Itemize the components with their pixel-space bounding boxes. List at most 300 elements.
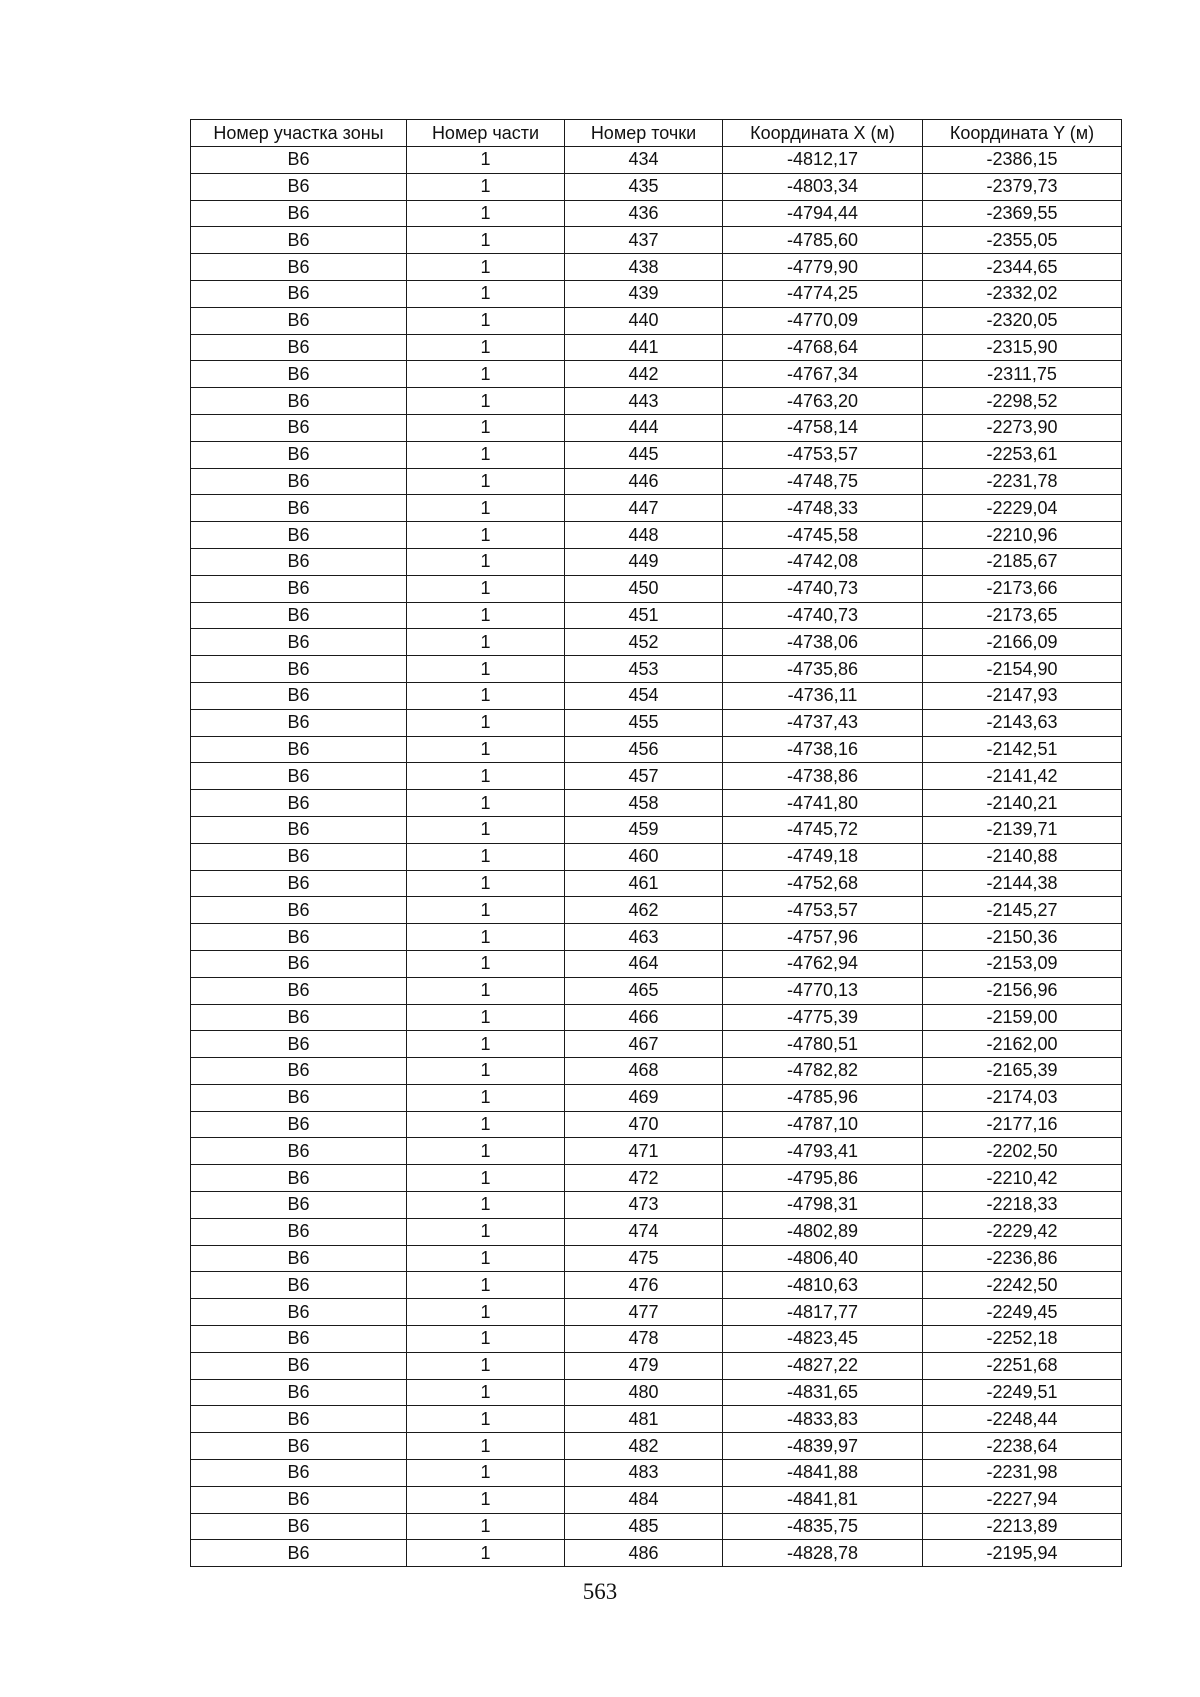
table-row — [191, 548, 1122, 575]
cell-coordinate-y: -2166,09 — [923, 629, 1122, 656]
cell-coordinate-x: -4753,57 — [723, 897, 923, 924]
cell-coordinate-y: -2379,73 — [923, 173, 1122, 200]
cell-part-number: 1 — [407, 1272, 565, 1299]
cell-zone-section: В6 — [191, 254, 407, 281]
cell-zone-section: В6 — [191, 977, 407, 1004]
cell-coordinate-x: -4802,89 — [723, 1218, 923, 1245]
cell-coordinate-y: -2320,05 — [923, 307, 1122, 334]
cell-zone-section: В6 — [191, 441, 407, 468]
cell-coordinate-y: -2177,16 — [923, 1111, 1122, 1138]
cell-zone-section: В6 — [191, 1326, 407, 1353]
table-row — [191, 1245, 1122, 1272]
cell-part-number: 1 — [407, 441, 565, 468]
cell-zone-section: В6 — [191, 200, 407, 227]
cell-coordinate-x: -4737,43 — [723, 709, 923, 736]
cell-part-number: 1 — [407, 1352, 565, 1379]
cell-point-number: 451 — [565, 602, 723, 629]
cell-coordinate-y: -2236,86 — [923, 1245, 1122, 1272]
cell-part-number: 1 — [407, 200, 565, 227]
header-coordinate-y: Координата Y (м) — [923, 120, 1122, 147]
cell-point-number: 485 — [565, 1513, 723, 1540]
cell-coordinate-x: -4753,57 — [723, 441, 923, 468]
cell-part-number: 1 — [407, 1433, 565, 1460]
cell-point-number: 460 — [565, 843, 723, 870]
cell-coordinate-y: -2210,42 — [923, 1165, 1122, 1192]
cell-coordinate-y: -2386,15 — [923, 147, 1122, 174]
cell-point-number: 439 — [565, 280, 723, 307]
cell-coordinate-x: -4768,64 — [723, 334, 923, 361]
cell-part-number: 1 — [407, 1299, 565, 1326]
table-row — [191, 307, 1122, 334]
cell-coordinate-y: -2144,38 — [923, 870, 1122, 897]
cell-point-number: 459 — [565, 816, 723, 843]
cell-zone-section: В6 — [191, 816, 407, 843]
cell-point-number: 456 — [565, 736, 723, 763]
cell-part-number: 1 — [407, 575, 565, 602]
cell-zone-section: В6 — [191, 1513, 407, 1540]
cell-coordinate-y: -2231,98 — [923, 1460, 1122, 1487]
cell-coordinate-y: -2202,50 — [923, 1138, 1122, 1165]
cell-zone-section: В6 — [191, 897, 407, 924]
table-row — [191, 1513, 1122, 1540]
cell-point-number: 436 — [565, 200, 723, 227]
cell-point-number: 462 — [565, 897, 723, 924]
cell-coordinate-y: -2156,96 — [923, 977, 1122, 1004]
table-row — [191, 200, 1122, 227]
cell-coordinate-x: -4835,75 — [723, 1513, 923, 1540]
cell-zone-section: В6 — [191, 629, 407, 656]
cell-coordinate-x: -4740,73 — [723, 575, 923, 602]
table-row — [191, 897, 1122, 924]
table-row — [191, 629, 1122, 656]
cell-point-number: 440 — [565, 307, 723, 334]
table-row — [191, 1379, 1122, 1406]
table-row — [191, 173, 1122, 200]
cell-zone-section: В6 — [191, 1111, 407, 1138]
table-row — [191, 334, 1122, 361]
table-row — [191, 977, 1122, 1004]
cell-coordinate-x: -4745,58 — [723, 522, 923, 549]
cell-coordinate-x: -4798,31 — [723, 1192, 923, 1219]
table-row — [191, 1218, 1122, 1245]
cell-coordinate-y: -2210,96 — [923, 522, 1122, 549]
cell-coordinate-x: -4782,82 — [723, 1058, 923, 1085]
cell-coordinate-y: -2142,51 — [923, 736, 1122, 763]
cell-coordinate-x: -4767,34 — [723, 361, 923, 388]
cell-zone-section: В6 — [191, 1084, 407, 1111]
cell-coordinate-x: -4785,96 — [723, 1084, 923, 1111]
cell-point-number: 461 — [565, 870, 723, 897]
cell-coordinate-x: -4749,18 — [723, 843, 923, 870]
cell-zone-section: В6 — [191, 1138, 407, 1165]
cell-zone-section: В6 — [191, 1299, 407, 1326]
table-row — [191, 361, 1122, 388]
cell-coordinate-y: -2162,00 — [923, 1031, 1122, 1058]
cell-coordinate-y: -2185,67 — [923, 548, 1122, 575]
table-row — [191, 843, 1122, 870]
table-row — [191, 870, 1122, 897]
cell-zone-section: В6 — [191, 1406, 407, 1433]
cell-coordinate-x: -4803,34 — [723, 173, 923, 200]
cell-coordinate-y: -2229,04 — [923, 495, 1122, 522]
cell-part-number: 1 — [407, 468, 565, 495]
cell-zone-section: В6 — [191, 870, 407, 897]
coordinates-table — [190, 119, 1122, 1567]
table-row — [191, 1326, 1122, 1353]
cell-part-number: 1 — [407, 254, 565, 281]
header-point-number: Номер точки — [565, 120, 723, 147]
cell-coordinate-y: -2242,50 — [923, 1272, 1122, 1299]
cell-point-number: 435 — [565, 173, 723, 200]
cell-part-number: 1 — [407, 950, 565, 977]
cell-zone-section: В6 — [191, 173, 407, 200]
cell-zone-section: В6 — [191, 790, 407, 817]
cell-part-number: 1 — [407, 388, 565, 415]
cell-coordinate-y: -2153,09 — [923, 950, 1122, 977]
cell-part-number: 1 — [407, 1031, 565, 1058]
cell-part-number: 1 — [407, 656, 565, 683]
cell-point-number: 483 — [565, 1460, 723, 1487]
cell-zone-section: В6 — [191, 656, 407, 683]
table-row — [191, 1138, 1122, 1165]
cell-part-number: 1 — [407, 1540, 565, 1567]
cell-part-number: 1 — [407, 1513, 565, 1540]
cell-zone-section: В6 — [191, 1486, 407, 1513]
cell-part-number: 1 — [407, 736, 565, 763]
cell-zone-section: В6 — [191, 548, 407, 575]
cell-part-number: 1 — [407, 548, 565, 575]
cell-coordinate-x: -4780,51 — [723, 1031, 923, 1058]
table-row — [191, 1084, 1122, 1111]
cell-point-number: 465 — [565, 977, 723, 1004]
table-row — [191, 1111, 1122, 1138]
cell-point-number: 437 — [565, 227, 723, 254]
cell-coordinate-y: -2227,94 — [923, 1486, 1122, 1513]
cell-point-number: 441 — [565, 334, 723, 361]
table-row — [191, 1004, 1122, 1031]
cell-coordinate-y: -2141,42 — [923, 763, 1122, 790]
cell-coordinate-x: -4831,65 — [723, 1379, 923, 1406]
cell-zone-section: В6 — [191, 682, 407, 709]
cell-coordinate-x: -4785,60 — [723, 227, 923, 254]
cell-coordinate-x: -4833,83 — [723, 1406, 923, 1433]
cell-coordinate-x: -4812,17 — [723, 147, 923, 174]
cell-zone-section: В6 — [191, 307, 407, 334]
cell-zone-section: В6 — [191, 709, 407, 736]
cell-coordinate-x: -4741,80 — [723, 790, 923, 817]
cell-zone-section: В6 — [191, 1379, 407, 1406]
cell-part-number: 1 — [407, 870, 565, 897]
cell-coordinate-y: -2143,63 — [923, 709, 1122, 736]
cell-point-number: 475 — [565, 1245, 723, 1272]
cell-zone-section: В6 — [191, 1352, 407, 1379]
cell-point-number: 473 — [565, 1192, 723, 1219]
cell-zone-section: В6 — [191, 1192, 407, 1219]
cell-part-number: 1 — [407, 1058, 565, 1085]
cell-part-number: 1 — [407, 414, 565, 441]
cell-part-number: 1 — [407, 897, 565, 924]
cell-coordinate-y: -2332,02 — [923, 280, 1122, 307]
table-row — [191, 763, 1122, 790]
cell-coordinate-x: -4810,63 — [723, 1272, 923, 1299]
cell-coordinate-x: -4823,45 — [723, 1326, 923, 1353]
cell-coordinate-x: -4828,78 — [723, 1540, 923, 1567]
cell-point-number: 450 — [565, 575, 723, 602]
cell-point-number: 484 — [565, 1486, 723, 1513]
cell-coordinate-y: -2213,89 — [923, 1513, 1122, 1540]
cell-point-number: 470 — [565, 1111, 723, 1138]
table-row — [191, 522, 1122, 549]
cell-coordinate-x: -4787,10 — [723, 1111, 923, 1138]
table-row — [191, 254, 1122, 281]
cell-zone-section: В6 — [191, 763, 407, 790]
cell-point-number: 446 — [565, 468, 723, 495]
table-row — [191, 280, 1122, 307]
cell-part-number: 1 — [407, 1218, 565, 1245]
table-row — [191, 1192, 1122, 1219]
cell-zone-section: В6 — [191, 1031, 407, 1058]
table-row — [191, 924, 1122, 951]
cell-zone-section: В6 — [191, 280, 407, 307]
cell-part-number: 1 — [407, 280, 565, 307]
cell-zone-section: В6 — [191, 522, 407, 549]
cell-part-number: 1 — [407, 361, 565, 388]
cell-coordinate-x: -4793,41 — [723, 1138, 923, 1165]
cell-zone-section: В6 — [191, 924, 407, 951]
cell-coordinate-x: -4770,13 — [723, 977, 923, 1004]
table-row — [191, 1272, 1122, 1299]
cell-coordinate-x: -4762,94 — [723, 950, 923, 977]
cell-coordinate-y: -2147,93 — [923, 682, 1122, 709]
cell-point-number: 477 — [565, 1299, 723, 1326]
cell-coordinate-x: -4794,44 — [723, 200, 923, 227]
cell-zone-section: В6 — [191, 1004, 407, 1031]
cell-zone-section: В6 — [191, 1245, 407, 1272]
cell-coordinate-y: -2311,75 — [923, 361, 1122, 388]
cell-coordinate-y: -2174,03 — [923, 1084, 1122, 1111]
cell-coordinate-y: -2249,45 — [923, 1299, 1122, 1326]
cell-zone-section: В6 — [191, 1272, 407, 1299]
cell-point-number: 449 — [565, 548, 723, 575]
cell-coordinate-x: -4841,88 — [723, 1460, 923, 1487]
header-part-number: Номер части — [407, 120, 565, 147]
cell-coordinate-y: -2173,66 — [923, 575, 1122, 602]
cell-coordinate-x: -4806,40 — [723, 1245, 923, 1272]
table-row — [191, 414, 1122, 441]
cell-coordinate-x: -4827,22 — [723, 1352, 923, 1379]
cell-part-number: 1 — [407, 495, 565, 522]
cell-part-number: 1 — [407, 1326, 565, 1353]
cell-coordinate-y: -2315,90 — [923, 334, 1122, 361]
cell-point-number: 445 — [565, 441, 723, 468]
cell-part-number: 1 — [407, 1245, 565, 1272]
cell-part-number: 1 — [407, 1192, 565, 1219]
header-zone-section: Номер участка зоны — [191, 120, 407, 147]
cell-part-number: 1 — [407, 522, 565, 549]
cell-point-number: 469 — [565, 1084, 723, 1111]
cell-point-number: 468 — [565, 1058, 723, 1085]
cell-point-number: 458 — [565, 790, 723, 817]
table-row — [191, 602, 1122, 629]
cell-coordinate-x: -4740,73 — [723, 602, 923, 629]
cell-part-number: 1 — [407, 1460, 565, 1487]
cell-coordinate-y: -2248,44 — [923, 1406, 1122, 1433]
table-row — [191, 147, 1122, 174]
cell-zone-section: В6 — [191, 1433, 407, 1460]
cell-point-number: 457 — [565, 763, 723, 790]
table-row — [191, 227, 1122, 254]
cell-zone-section: В6 — [191, 1460, 407, 1487]
cell-point-number: 444 — [565, 414, 723, 441]
table-row — [191, 1299, 1122, 1326]
cell-point-number: 476 — [565, 1272, 723, 1299]
cell-coordinate-y: -2229,42 — [923, 1218, 1122, 1245]
cell-coordinate-x: -4817,77 — [723, 1299, 923, 1326]
cell-coordinate-x: -4839,97 — [723, 1433, 923, 1460]
cell-zone-section: В6 — [191, 950, 407, 977]
cell-coordinate-x: -4795,86 — [723, 1165, 923, 1192]
table-row — [191, 1540, 1122, 1567]
cell-part-number: 1 — [407, 790, 565, 817]
header-coordinate-x: Координата X (м) — [723, 120, 923, 147]
table-row — [191, 1433, 1122, 1460]
cell-coordinate-y: -2344,65 — [923, 254, 1122, 281]
cell-coordinate-x: -4758,14 — [723, 414, 923, 441]
cell-coordinate-y: -2253,61 — [923, 441, 1122, 468]
cell-point-number: 464 — [565, 950, 723, 977]
cell-point-number: 480 — [565, 1379, 723, 1406]
cell-point-number: 442 — [565, 361, 723, 388]
cell-coordinate-x: -4738,86 — [723, 763, 923, 790]
cell-coordinate-y: -2159,00 — [923, 1004, 1122, 1031]
cell-part-number: 1 — [407, 763, 565, 790]
cell-point-number: 454 — [565, 682, 723, 709]
cell-coordinate-y: -2140,88 — [923, 843, 1122, 870]
cell-point-number: 447 — [565, 495, 723, 522]
cell-point-number: 453 — [565, 656, 723, 683]
cell-coordinate-y: -2154,90 — [923, 656, 1122, 683]
cell-point-number: 478 — [565, 1326, 723, 1353]
cell-coordinate-y: -2139,71 — [923, 816, 1122, 843]
table-row — [191, 1406, 1122, 1433]
cell-part-number: 1 — [407, 602, 565, 629]
table-row — [191, 1352, 1122, 1379]
cell-coordinate-y: -2251,68 — [923, 1352, 1122, 1379]
cell-zone-section: В6 — [191, 1165, 407, 1192]
cell-coordinate-x: -4779,90 — [723, 254, 923, 281]
cell-point-number: 467 — [565, 1031, 723, 1058]
cell-coordinate-y: -2231,78 — [923, 468, 1122, 495]
cell-point-number: 481 — [565, 1406, 723, 1433]
cell-zone-section: В6 — [191, 495, 407, 522]
cell-part-number: 1 — [407, 843, 565, 870]
cell-point-number: 455 — [565, 709, 723, 736]
table-row — [191, 709, 1122, 736]
table-row — [191, 816, 1122, 843]
cell-part-number: 1 — [407, 1138, 565, 1165]
cell-point-number: 479 — [565, 1352, 723, 1379]
cell-coordinate-y: -2298,52 — [923, 388, 1122, 415]
cell-point-number: 452 — [565, 629, 723, 656]
table-row — [191, 575, 1122, 602]
cell-part-number: 1 — [407, 629, 565, 656]
cell-coordinate-x: -4757,96 — [723, 924, 923, 951]
cell-part-number: 1 — [407, 682, 565, 709]
cell-zone-section: В6 — [191, 843, 407, 870]
cell-coordinate-x: -4748,33 — [723, 495, 923, 522]
cell-point-number: 466 — [565, 1004, 723, 1031]
page-number: 563 — [582, 1579, 618, 1604]
cell-coordinate-y: -2273,90 — [923, 414, 1122, 441]
table-row — [191, 468, 1122, 495]
cell-coordinate-x: -4841,81 — [723, 1486, 923, 1513]
cell-part-number: 1 — [407, 1379, 565, 1406]
cell-part-number: 1 — [407, 1406, 565, 1433]
cell-coordinate-x: -4736,11 — [723, 682, 923, 709]
table-row — [191, 495, 1122, 522]
cell-zone-section: В6 — [191, 575, 407, 602]
cell-part-number: 1 — [407, 147, 565, 174]
cell-point-number: 434 — [565, 147, 723, 174]
cell-part-number: 1 — [407, 227, 565, 254]
cell-point-number: 482 — [565, 1433, 723, 1460]
cell-coordinate-y: -2145,27 — [923, 897, 1122, 924]
cell-part-number: 1 — [407, 816, 565, 843]
table-row — [191, 1031, 1122, 1058]
cell-part-number: 1 — [407, 1004, 565, 1031]
cell-part-number: 1 — [407, 334, 565, 361]
cell-point-number: 486 — [565, 1540, 723, 1567]
cell-coordinate-x: -4735,86 — [723, 656, 923, 683]
cell-zone-section: В6 — [191, 388, 407, 415]
cell-part-number: 1 — [407, 924, 565, 951]
cell-part-number: 1 — [407, 1111, 565, 1138]
cell-point-number: 448 — [565, 522, 723, 549]
table-row — [191, 388, 1122, 415]
cell-coordinate-y: -2218,33 — [923, 1192, 1122, 1219]
table-body — [191, 147, 1122, 1567]
table-row — [191, 682, 1122, 709]
cell-part-number: 1 — [407, 1486, 565, 1513]
cell-coordinate-x: -4752,68 — [723, 870, 923, 897]
cell-coordinate-y: -2140,21 — [923, 790, 1122, 817]
table-row — [191, 1058, 1122, 1085]
cell-coordinate-x: -4738,06 — [723, 629, 923, 656]
cell-coordinate-x: -4738,16 — [723, 736, 923, 763]
cell-coordinate-y: -2249,51 — [923, 1379, 1122, 1406]
cell-point-number: 471 — [565, 1138, 723, 1165]
cell-point-number: 443 — [565, 388, 723, 415]
cell-zone-section: В6 — [191, 1218, 407, 1245]
cell-zone-section: В6 — [191, 414, 407, 441]
cell-part-number: 1 — [407, 307, 565, 334]
table-row — [191, 441, 1122, 468]
cell-point-number: 438 — [565, 254, 723, 281]
cell-part-number: 1 — [407, 1165, 565, 1192]
cell-zone-section: В6 — [191, 468, 407, 495]
cell-zone-section: В6 — [191, 361, 407, 388]
cell-coordinate-x: -4775,39 — [723, 1004, 923, 1031]
cell-zone-section: В6 — [191, 1540, 407, 1567]
cell-coordinate-y: -2150,36 — [923, 924, 1122, 951]
cell-coordinate-y: -2173,65 — [923, 602, 1122, 629]
cell-coordinate-y: -2355,05 — [923, 227, 1122, 254]
table-header — [191, 120, 1122, 147]
table-row — [191, 1165, 1122, 1192]
cell-coordinate-y: -2195,94 — [923, 1540, 1122, 1567]
table-row — [191, 950, 1122, 977]
table-row — [191, 1486, 1122, 1513]
